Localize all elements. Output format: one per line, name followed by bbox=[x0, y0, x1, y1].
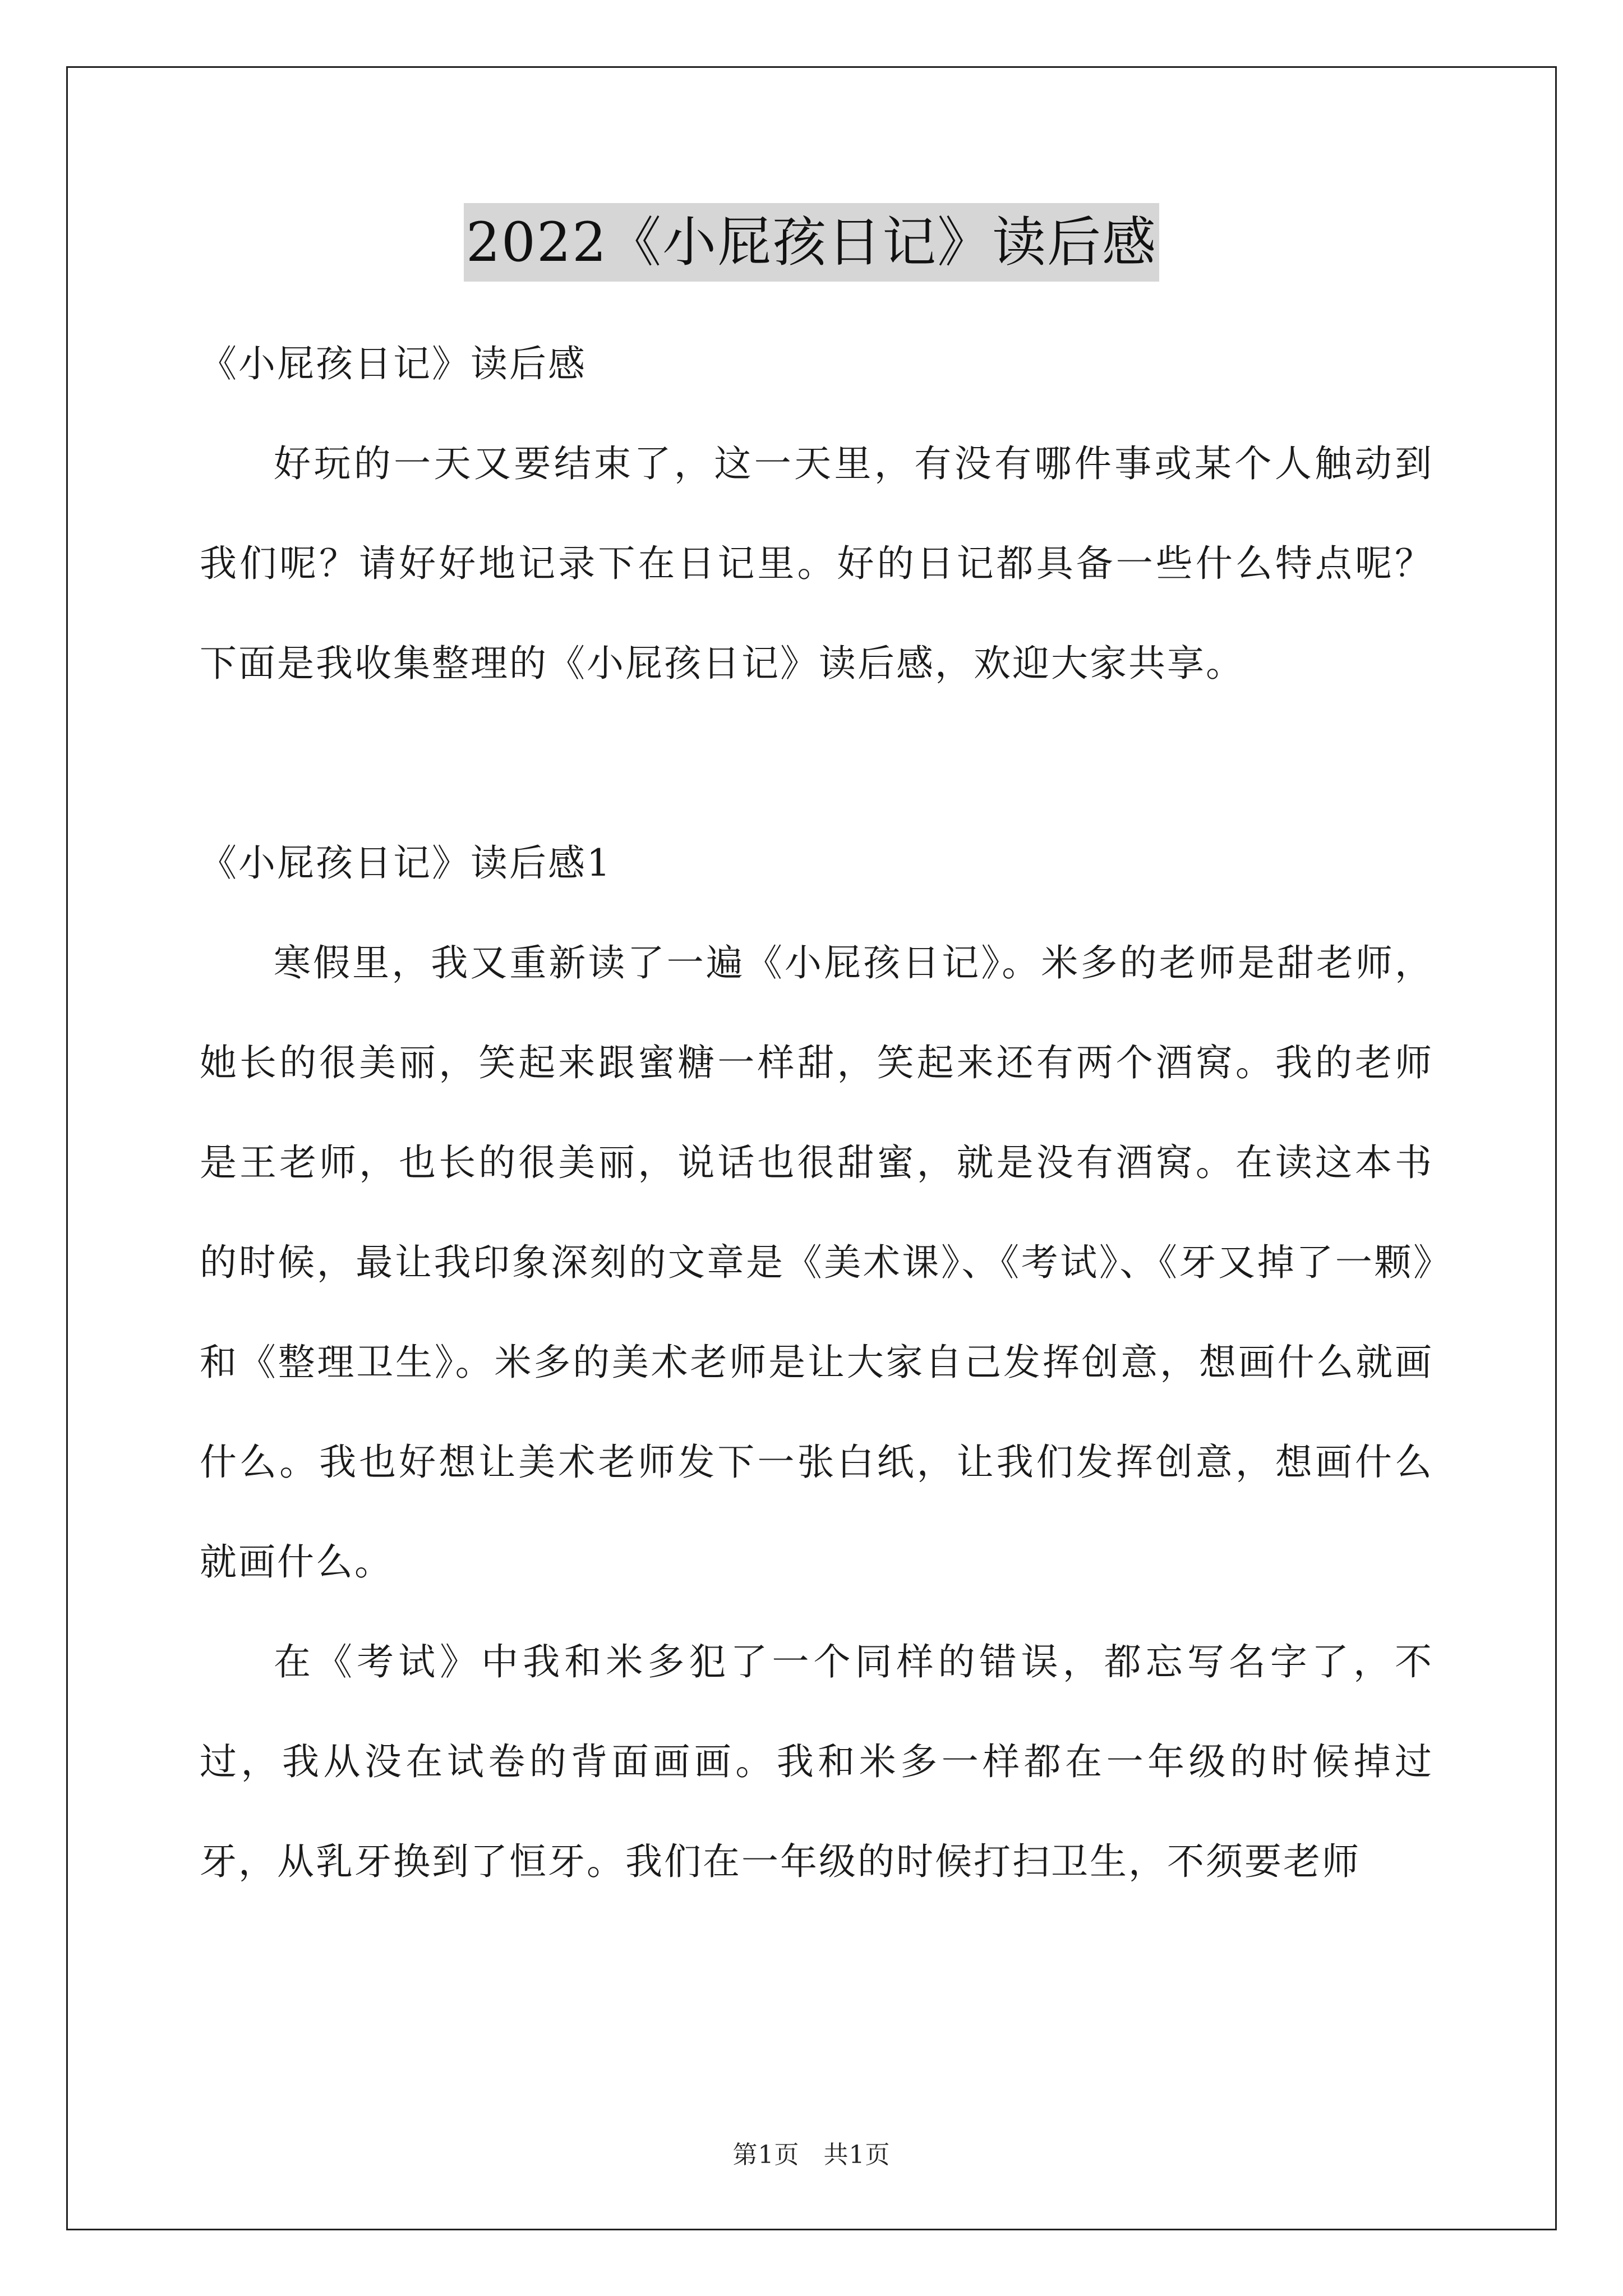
section-heading: 《小屁孩日记》读后感1 bbox=[200, 841, 612, 885]
body-paragraph-1: 寒假里，我又重新读了一遍《小屁孩日记》。米多的老师是甜老师，她长的很美丽，笑起来跟蜜糖一样甜，笑起来还有两个酒窝。我的老师是王老师，也长的很美丽，说话也很甜蜜，就是没有酒窝。在读这本书的时候，最让我印象深刻的文章是《美术课》、《考试》、《牙又掉了一颗》和《整理卫生》。米多的美术老师是让大家自己发挥创意，想画什么就画什么。我也好想让美术老师发下一张白纸，让我们发挥创意，想画什么就画什么。 bbox=[200, 941, 1433, 1584]
intro-paragraph: 好玩的一天又要结束了，这一天里，有没有哪件事或某个人触动到我们呢？请好好地记录下在日记里。好的日记都具备一些什么特点呢？下面是我收集整理的《小屁孩日记》读后感，欢迎大家共享。 bbox=[200, 442, 1433, 685]
document-title: 2022《小屁孩日记》读后感 bbox=[464, 203, 1159, 282]
subheading: 《小屁孩日记》读后感 bbox=[200, 342, 587, 385]
body-paragraph-2: 在《考试》中我和米多犯了一个同样的错误，都忘写名字了，不过，我从没在试卷的背面画画。我和米多一样都在一年级的时候掉过牙，从乳牙换到了恒牙。我们在一年级的时候打扫卫生，不须要老师 bbox=[200, 1640, 1433, 1883]
section-spacer bbox=[200, 714, 1433, 813]
document-body bbox=[200, 314, 1433, 1912]
page-number: 第1页 bbox=[732, 2141, 800, 2169]
page-footer bbox=[0, 2134, 1623, 2170]
page-total: 共1页 bbox=[823, 2141, 891, 2169]
title-container bbox=[0, 203, 1623, 282]
